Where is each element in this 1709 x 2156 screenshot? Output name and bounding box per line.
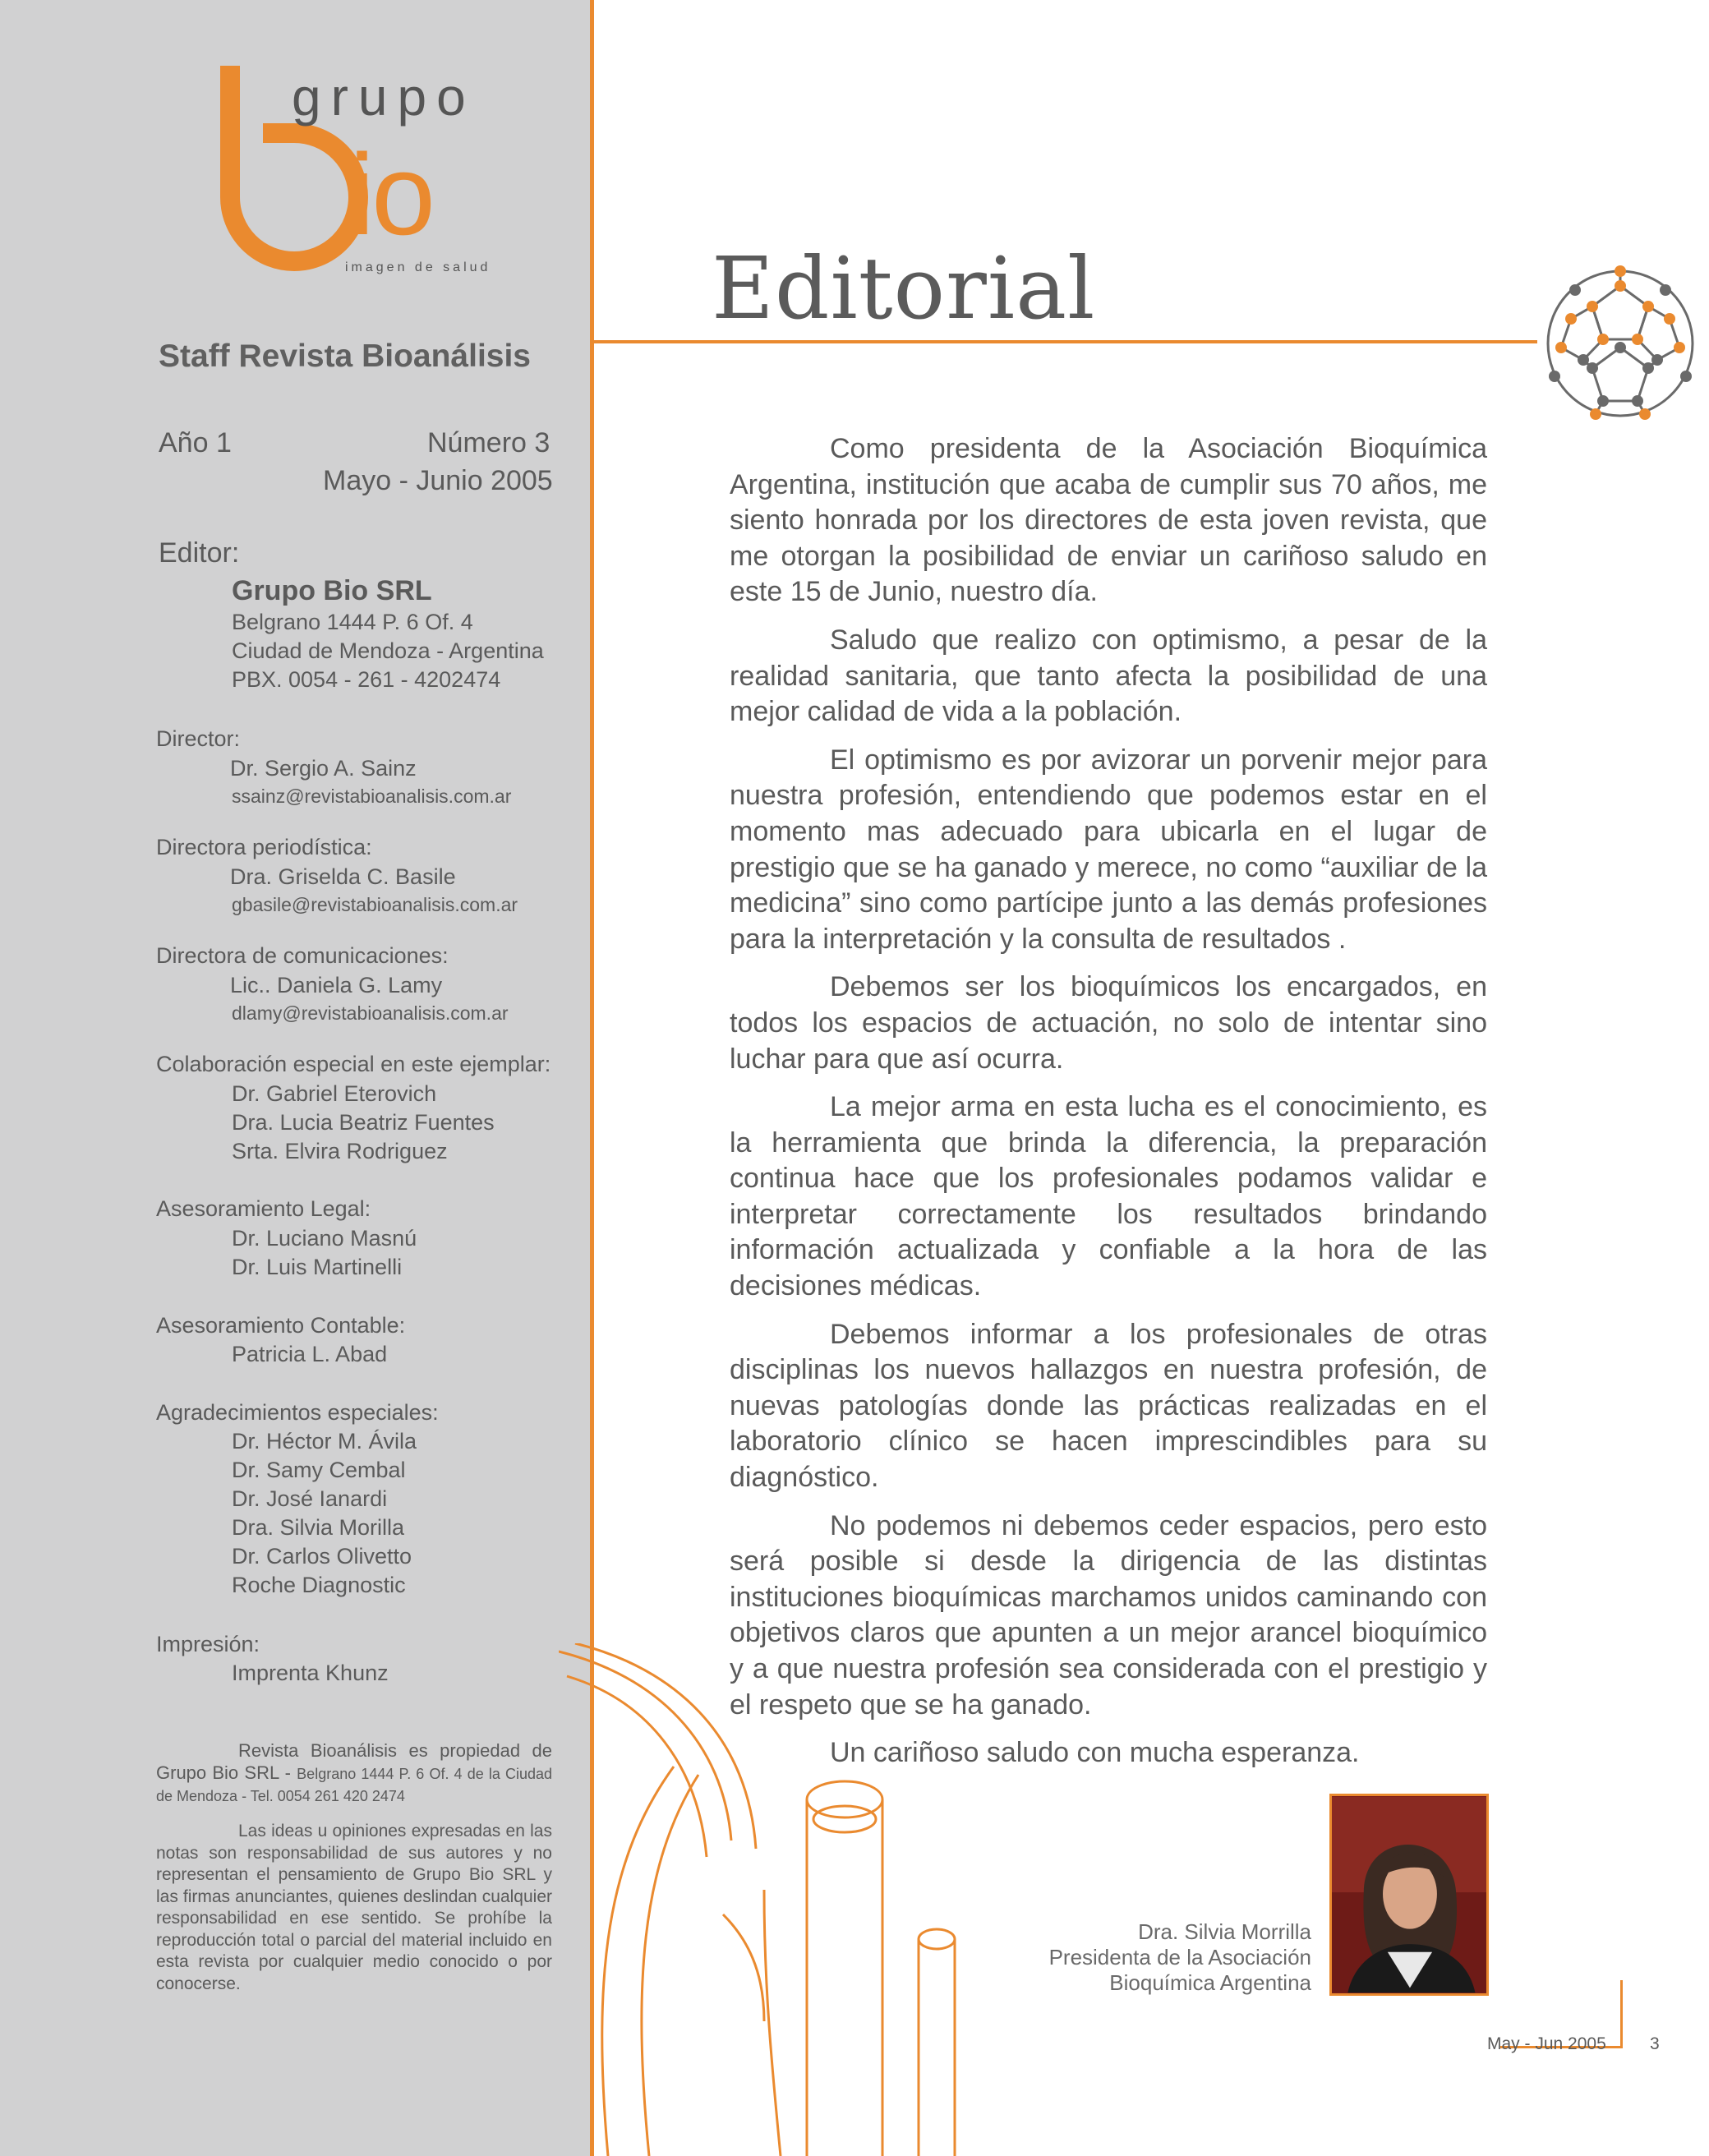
thanks-name: Dra. Silvia Morilla bbox=[232, 1515, 405, 1540]
collaborator-name: Dr. Gabriel Eterovich bbox=[232, 1081, 437, 1106]
disclaimer bbox=[156, 1821, 552, 1995]
logo-tagline: imagen de salud bbox=[345, 260, 491, 274]
editorial-paragraph: La mejor arma en esta lucha es el conocimiento, es la herramienta que brinda la diferencia, la preparación continua hace que los profesionales podamos validar e interpretar correctamente los resultados brindando información actualizada y confiable a la hora de las decisiones médicas. bbox=[730, 1091, 1487, 1302]
issue-year: Año 1 bbox=[159, 427, 232, 458]
comms-director-heading: Directora de comunicaciones: bbox=[156, 943, 449, 968]
editorial-paragraph: Saludo que realizo con optimismo, a pesar de la realidad sanitaria, que tanto afecta la posibilidad de una mejor calidad de vida a la población. bbox=[730, 624, 1487, 728]
signature-name: Dra. Silvia Morrilla bbox=[1138, 1919, 1311, 1944]
thanks-name: Roche Diagnostic bbox=[232, 1573, 406, 1597]
logo-word-top: grupo bbox=[292, 67, 476, 127]
editor-address: Belgrano 1444 P. 6 Of. 4 bbox=[232, 610, 473, 634]
issue-number: Número 3 bbox=[427, 427, 550, 458]
editorial-paragraph: Como presidenta de la Asociación Bioquímica Argentina, institución que acaba de cumplir sus 70 años, me siento honrada por los directores de esta joven revista, que me otorgan la posibilidad de enviar un cariñoso saludo en este 15 de Junio, nuestro día. bbox=[730, 433, 1487, 608]
fullerene-molecule-icon bbox=[1538, 261, 1702, 426]
footer-divider-vertical bbox=[1620, 1980, 1623, 2048]
lab-tubes-illustration bbox=[559, 1643, 1068, 2156]
director-heading: Director: bbox=[156, 726, 241, 751]
accounting-name: Patricia L. Abad bbox=[232, 1342, 388, 1366]
editor-phone: PBX. 0054 - 261 - 4202474 bbox=[232, 667, 501, 692]
printing-name: Imprenta Khunz bbox=[232, 1661, 389, 1685]
issue-period: Mayo - Junio 2005 bbox=[323, 465, 553, 496]
editorial-paragraph: No podemos ni debemos ceder espacios, pero esto será posible si desde la dirigencia de las distintas instituciones bioquímicas marchamos unidos caminando con objetivos claros que apunten a un mejor arancel bioquímico y a que nuestra profesión sea considerada con el prestigio y el respeto que se ha ganado. bbox=[730, 1509, 1487, 1721]
editorial-closing: Un cariñoso saludo con mucha esperanza. bbox=[830, 1737, 1360, 1769]
collaborator-name: Dra. Lucia Beatriz Fuentes bbox=[232, 1110, 495, 1135]
bio-logo-icon bbox=[214, 66, 509, 288]
printing-heading: Impresión: bbox=[156, 1632, 260, 1656]
collaborator-name: Srta. Elvira Rodriguez bbox=[232, 1139, 448, 1163]
editorial-paragraph: El optimismo es por avizorar un porvenir mejor para nuestra profesión, entendiendo que podemos estar en el momento mas adecuado para ubicarla en el lugar de prestigio que se ha ganado y merece, no como “auxiliar de la medicina” sino como partícipe junto a las demás profesiones para la interpretación y la consulta de resultados . bbox=[730, 744, 1487, 955]
author-photo bbox=[1329, 1794, 1489, 1996]
comms-director-name: Lic.. Daniela G. Lamy bbox=[230, 973, 443, 997]
director-name: Dr. Sergio A. Sainz bbox=[230, 756, 417, 781]
editor-name: Grupo Bio SRL bbox=[232, 575, 432, 606]
grupo-bio-logo bbox=[214, 66, 509, 288]
editor-heading: Editor: bbox=[159, 537, 240, 569]
press-director-name: Dra. Griselda C. Basile bbox=[230, 864, 456, 889]
page-title: Editorial bbox=[712, 238, 1096, 339]
thanks-heading: Agradecimientos especiales: bbox=[156, 1400, 439, 1425]
thanks-name: Dr. Héctor M. Ávila bbox=[232, 1429, 417, 1453]
portrait-image bbox=[1332, 1796, 1486, 1993]
disclaimer-text: Las ideas u opiniones expresadas en las notas son responsabilidad de sus autores y no representan el pensamiento de Grupo Bio SRL y las firmas anunciantes, quienes deslindan cualquier responsabilidad en ese sentido. Se prohíbe la reproducción total o parcial del material incluido en esta revista por cualquier medio conocido o por conocerse. bbox=[156, 1822, 552, 1993]
editorial-body bbox=[730, 431, 1487, 1784]
collaboration-heading: Colaboración especial en este ejemplar: bbox=[156, 1052, 551, 1076]
legal-name: Dr. Luis Martinelli bbox=[232, 1255, 403, 1279]
editor-city: Ciudad de Mendoza - Argentina bbox=[232, 638, 544, 663]
staff-sidebar bbox=[0, 0, 590, 2156]
ownership-small: Belgrano 1444 P. 6 Of. 4 de la Ciudad de Mendoza - Tel. 0054 261 420 2474 bbox=[156, 1765, 552, 1804]
accounting-heading: Asesoramiento Contable: bbox=[156, 1313, 406, 1338]
title-divider bbox=[594, 340, 1537, 343]
comms-director-email: dlamy@revistabioanalisis.com.ar bbox=[232, 1002, 509, 1024]
press-director-email: gbasile@revistabioanalisis.com.ar bbox=[232, 894, 518, 915]
thanks-name: Dr. Samy Cembal bbox=[232, 1458, 406, 1482]
staff-title: Staff Revista Bioanálisis bbox=[159, 339, 531, 374]
ownership-note bbox=[156, 1740, 552, 1808]
signature-role: Presidenta de la Asociación bbox=[1048, 1945, 1311, 1969]
editorial-paragraph: Debemos ser los bioquímicos los encargados, en todos los espacios de actuación, no solo de intentar sino luchar para que así ocurra. bbox=[730, 971, 1487, 1075]
editorial-paragraph: Debemos informar a los profesionales de otras disciplinas los nuevos hallazgos en nuestra profesión, de nuevas patologías donde las prácticas realizadas en el laboratorio clínico se hacen imprescindibles para su diagnóstico. bbox=[730, 1318, 1487, 1494]
page-number: 3 bbox=[1650, 2034, 1660, 2053]
thanks-name: Dr. José Ianardi bbox=[232, 1486, 388, 1511]
signature-block bbox=[1049, 1919, 1311, 1996]
director-email: ssainz@revistabioanalisis.com.ar bbox=[232, 785, 512, 807]
legal-heading: Asesoramiento Legal: bbox=[156, 1196, 371, 1221]
thanks-name: Dr. Carlos Olivetto bbox=[232, 1544, 412, 1569]
press-director-heading: Directora periodística: bbox=[156, 835, 372, 859]
ownership-main: Revista Bioanálisis es propiedad de Grupo Bio SRL - bbox=[156, 1740, 552, 1783]
signature-org: Bioquímica Argentina bbox=[1109, 1970, 1311, 1995]
logo-word-main: io bbox=[349, 130, 432, 259]
legal-name: Dr. Luciano Masnú bbox=[232, 1226, 417, 1251]
footer-issue-date: May - Jun 2005 bbox=[1487, 2034, 1606, 2053]
